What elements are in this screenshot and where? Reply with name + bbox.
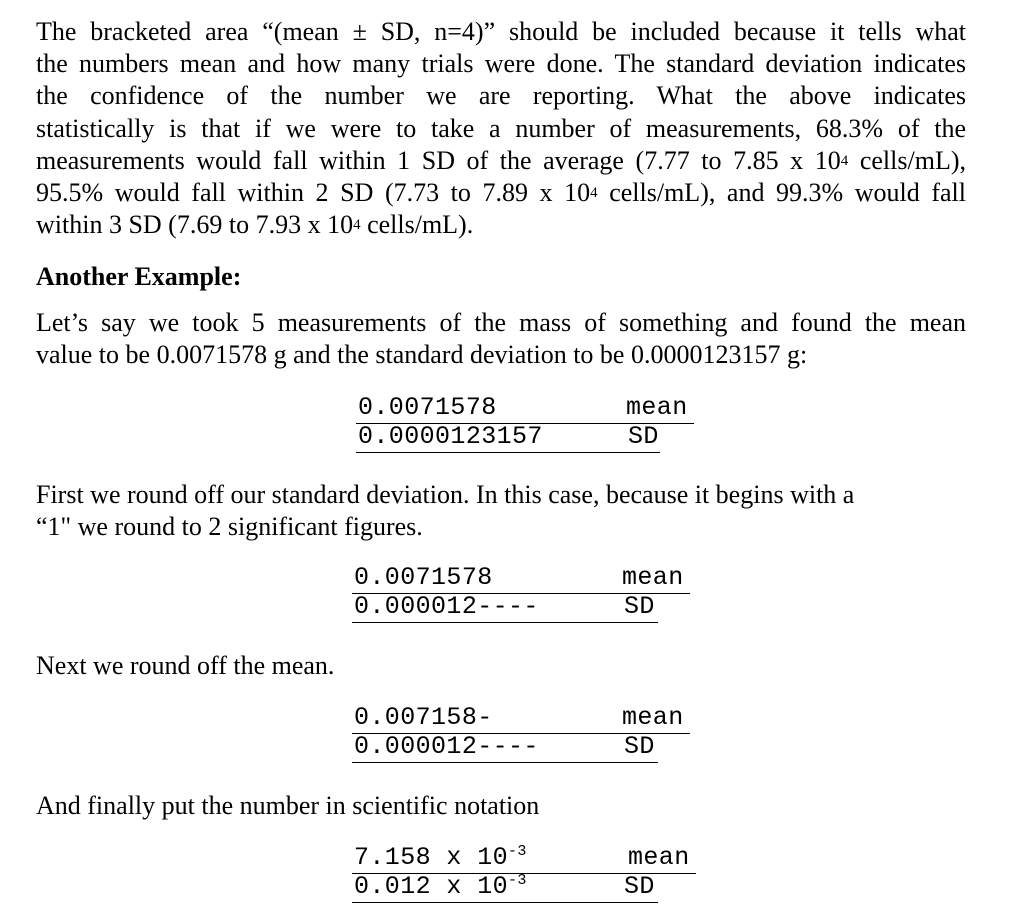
text-segment: within 3 SD (7.69 to 7.93 x 10 bbox=[36, 210, 354, 240]
sd-label: SD bbox=[628, 422, 659, 451]
mean-value: 0.0071578 bbox=[358, 393, 497, 422]
paragraph-round-sd bbox=[36, 479, 966, 543]
mean-value bbox=[354, 843, 527, 875]
sd-label: SD bbox=[624, 872, 655, 901]
text-segment: cells/mL), and 99.3% would fall bbox=[597, 178, 966, 208]
text-segment: measurements would fall within 1 SD of the average (7.77 to 7.85 x 10 bbox=[36, 145, 841, 175]
paragraph-round-mean: Next we round off the mean. bbox=[36, 651, 335, 680]
sd-value: 0.0000123157 bbox=[358, 422, 543, 451]
paragraph-line: the numbers mean and how many trials were done. The standard deviation indicates bbox=[36, 49, 966, 79]
underline bbox=[356, 452, 660, 453]
mean-label: mean bbox=[622, 563, 684, 592]
exponent: -3 bbox=[508, 843, 527, 860]
measurement-table-4 bbox=[352, 843, 696, 901]
mean-label: mean bbox=[626, 393, 688, 422]
mantissa: 0.012 x 10 bbox=[354, 872, 509, 901]
measurement-table-2 bbox=[352, 563, 690, 621]
exponent: -3 bbox=[508, 872, 527, 889]
mean-label: mean bbox=[628, 843, 690, 872]
table-row-sd bbox=[352, 592, 690, 621]
document-page bbox=[36, 16, 966, 241]
paragraph-line: value to be 0.0071578 g and the standard deviation to be 0.0000123157 g: bbox=[36, 340, 808, 370]
sd-label: SD bbox=[624, 732, 655, 761]
table-row-mean bbox=[352, 843, 696, 872]
paragraph-statistics-explanation bbox=[36, 16, 966, 241]
paragraph-line: the confidence of the number we are reporting. What the above indicates bbox=[36, 81, 966, 111]
table-row-mean bbox=[356, 393, 694, 422]
mantissa: 7.158 x 10 bbox=[354, 843, 509, 872]
paragraph-line bbox=[36, 177, 966, 209]
paragraph-line bbox=[36, 209, 966, 241]
mean-label: mean bbox=[622, 703, 684, 732]
paragraph-line: “1" we round to 2 significant figures. bbox=[36, 512, 423, 542]
paragraph-line bbox=[36, 145, 966, 177]
paragraph-line: Let’s say we took 5 measurements of the mass of something and found the mean bbox=[36, 308, 966, 337]
table-row-mean bbox=[352, 703, 690, 732]
text-segment: 95.5% would fall within 2 SD (7.73 to 7.89 x 10 bbox=[36, 178, 591, 208]
underline bbox=[352, 622, 658, 623]
measurement-table-3 bbox=[352, 703, 690, 761]
mean-value: 0.007158- bbox=[354, 703, 493, 732]
sd-label: SD bbox=[624, 592, 655, 621]
exponent: 4 bbox=[840, 152, 849, 169]
paragraph-measurements bbox=[36, 307, 966, 371]
paragraph-line: First we round off our standard deviation. In this case, because it begins with a bbox=[36, 480, 855, 509]
text-segment: cells/mL), bbox=[848, 145, 966, 175]
paragraph-line: statistically is that if we were to take a number of measurements, 68.3% of the bbox=[36, 113, 966, 143]
table-row-sd bbox=[356, 422, 694, 451]
underline bbox=[352, 902, 658, 903]
table-row-mean bbox=[352, 563, 690, 592]
exponent: 4 bbox=[353, 217, 361, 234]
table-row-sd bbox=[352, 732, 690, 761]
sd-value: 0.000012---- bbox=[354, 592, 539, 621]
exponent: 4 bbox=[590, 185, 598, 202]
table-row-sd bbox=[352, 872, 696, 901]
measurement-table-1 bbox=[356, 393, 694, 451]
underline bbox=[352, 762, 658, 763]
text-segment: cells/mL). bbox=[360, 210, 474, 240]
mean-value: 0.0071578 bbox=[354, 563, 493, 592]
sd-value: 0.000012---- bbox=[354, 732, 539, 761]
paragraph-line: The bracketed area “(mean ± SD, n=4)” should be included because it tells what bbox=[36, 17, 966, 46]
paragraph-scientific-notation: And finally put the number in scientific notation bbox=[36, 791, 540, 820]
sd-value bbox=[354, 872, 527, 904]
heading-another-example: Another Example: bbox=[36, 262, 242, 291]
